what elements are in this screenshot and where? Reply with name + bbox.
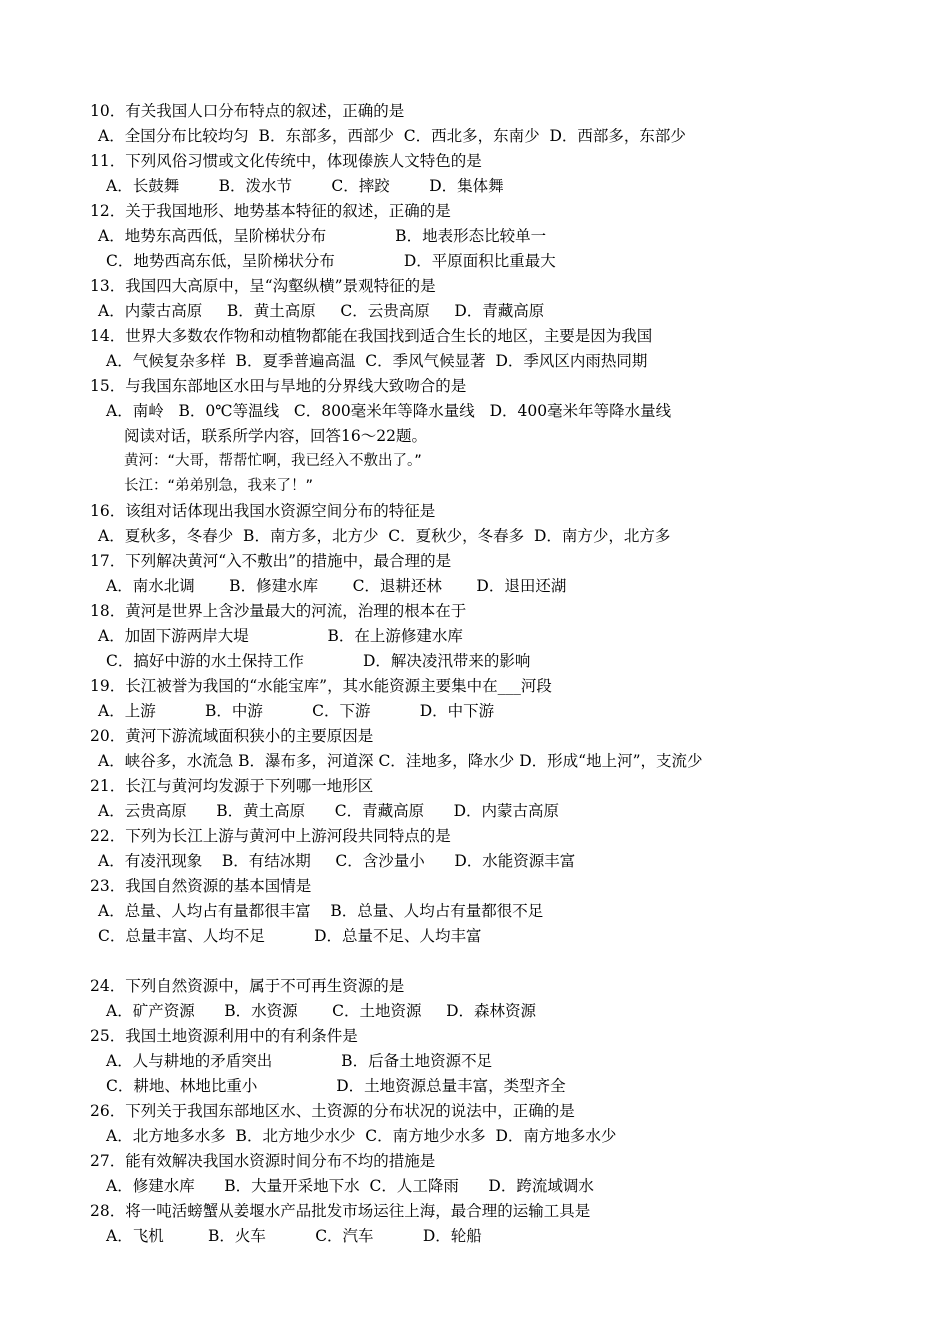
- options-22: A．有凌汛现象 B．有结冰期 C．含沙量小 D．水能资源丰富: [98, 852, 576, 870]
- dialogue-yellow-river: 黄河：“大哥，帮帮忙啊，我已经入不敷出了。”: [124, 453, 422, 469]
- question-15: 15．与我国东部地区水田与旱地的分界线大致吻合的是: [90, 377, 467, 395]
- options-24: A．矿产资源 B．水资源 C．土地资源 D．森林资源: [106, 1002, 537, 1020]
- question-11: 11．下列风俗习惯或文化传统中，体现傣族人文特色的是: [90, 152, 482, 170]
- options-27: A．修建水库 B．大量开采地下水 C．人工降雨 D．跨流域调水: [106, 1177, 594, 1195]
- options-16: A．夏秋多，冬春少 B．南方多，北方少 C．夏秋少，冬春多 D．南方少，北方多: [98, 527, 671, 545]
- question-25: 25．我国土地资源利用中的有利条件是: [90, 1027, 358, 1045]
- question-27: 27．能有效解决我国水资源时间分布不均的措施是: [90, 1152, 436, 1170]
- question-13: 13．我国四大高原中，呈“沟壑纵横”景观特征的是: [90, 277, 436, 295]
- options-28: A．飞机 B．火车 C．汽车 D．轮船: [106, 1227, 482, 1245]
- options-13: A．内蒙古高原 B．黄土高原 C．云贵高原 D．青藏高原: [98, 302, 545, 320]
- options-17: A．南水北调 B．修建水库 C．退耕还林 D．退田还湖: [106, 577, 567, 595]
- options-18-ab: A．加固下游两岸大堤 B．在上游修建水库: [98, 627, 463, 645]
- question-23: 23．我国自然资源的基本国情是: [90, 877, 312, 895]
- question-22: 22．下列为长江上游与黄河中上游河段共同特点的是: [90, 827, 451, 845]
- dialogue-yangtze: 长江：“弟弟别急，我来了！”: [124, 478, 314, 494]
- options-23-cd: C．总量丰富、人均不足 D．总量不足、人均丰富: [98, 927, 482, 945]
- options-26: A．北方地多水多 B．北方地少水少 C．南方地少水多 D．南方地多水少: [106, 1127, 617, 1145]
- question-24: 24．下列自然资源中，属于不可再生资源的是: [90, 977, 405, 995]
- question-10: 10．有关我国人口分布特点的叙述，正确的是: [90, 102, 405, 120]
- options-19: A．上游 B．中游 C．下游 D．中下游: [98, 702, 495, 720]
- question-26: 26．下列关于我国东部地区水、土资源的分布状况的说法中，正确的是: [90, 1102, 575, 1120]
- options-12-ab: A．地势东高西低，呈阶梯状分布 B．地表形态比较单一: [98, 227, 547, 245]
- options-14: A．气候复杂多样 B．夏季普遍高温 C．季风气候显著 D．季风区内雨热同期: [106, 352, 648, 370]
- question-20: 20．黄河下游流域面积狭小的主要原因是: [90, 727, 374, 745]
- options-18-cd: C．搞好中游的水土保持工作 D．解决凌汛带来的影响: [106, 652, 531, 670]
- question-19: 19．长江被誉为我国的“水能宝库”，其水能资源主要集中在___河段: [90, 677, 552, 695]
- question-17: 17．下列解决黄河“入不敷出”的措施中，最合理的是: [90, 552, 452, 570]
- options-15: A．南岭 B．0℃等温线 C．800毫米年等降水量线 D．400毫米年等降水量线: [106, 402, 672, 420]
- question-28: 28．将一吨活螃蟹从姜堰水产品批发市场运往上海，最合理的运输工具是: [90, 1202, 591, 1220]
- options-25-cd: C．耕地、林地比重小 D．土地资源总量丰富，类型齐全: [106, 1077, 566, 1095]
- options-21: A．云贵高原 B．黄土高原 C．青藏高原 D．内蒙古高原: [98, 802, 560, 820]
- options-20: A．峡谷多，水流急 B．瀑布多，河道深 C．洼地多，降水少 D．形成“地上河”，支流少: [98, 752, 703, 770]
- options-11: A．长鼓舞 B．泼水节 C．摔跤 D．集体舞: [106, 177, 504, 195]
- question-16: 16．该组对话体现出我国水资源空间分布的特征是: [90, 502, 436, 520]
- options-10: A．全国分布比较均匀 B．东部多，西部少 C．西北多，东南少 D．西部多，东部少: [98, 127, 686, 145]
- question-12: 12．关于我国地形、地势基本特征的叙述，正确的是: [90, 202, 451, 220]
- reading-instruction: 阅读对话，联系所学内容，回答16～22题。: [124, 427, 427, 445]
- options-23-ab: A．总量、人均占有量都很丰富 B．总量、人均占有量都很不足: [98, 902, 544, 920]
- question-14: 14．世界大多数农作物和动植物都能在我国找到适合生长的地区，主要是因为我国: [90, 327, 653, 345]
- options-12-cd: C．地势西高东低，呈阶梯状分布 D．平原面积比重最大: [106, 252, 556, 270]
- question-21: 21．长江与黄河均发源于下列哪一地形区: [90, 777, 374, 795]
- options-25-ab: A．人与耕地的矛盾突出 B．后备土地资源不足: [106, 1052, 493, 1070]
- question-18: 18．黄河是世界上含沙量最大的河流，治理的根本在于: [90, 602, 467, 620]
